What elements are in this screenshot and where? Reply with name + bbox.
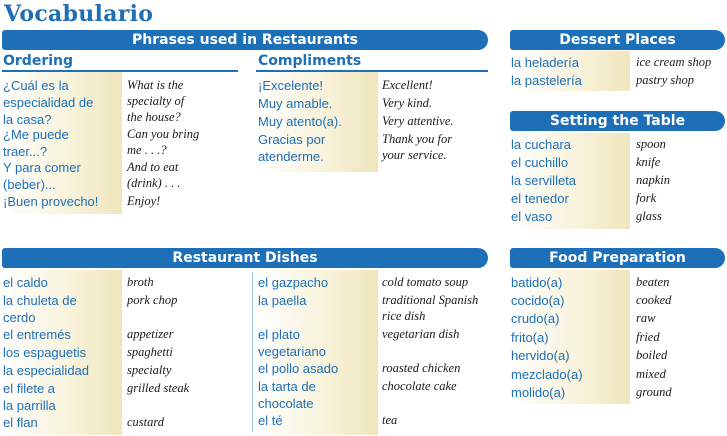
english-translation: traditional Spanish rice dish [382,293,479,323]
spanish-word: la pastelería [511,73,582,88]
spanish-phrase: ¡Excelente! [258,78,324,93]
english-translation: Thank you for your service. [382,132,453,162]
spanish-word: el filete a la parrilla [3,381,56,413]
english-translation: ice cream shop [636,55,712,69]
spanish-word: el tenedor [511,191,569,206]
spanish-word: el pollo asado [258,361,339,376]
english-translation: beaten [636,275,670,289]
english-translation: fried [636,330,660,344]
english-translation: spoon [636,137,666,151]
english-translation: boiled [636,348,668,362]
page-title: Vocabulario [4,1,154,27]
english-translation: appetizer [127,327,174,341]
spanish-phrase: ¿Cuál es la especialidad de la casa? [3,78,94,127]
english-translation: raw [636,311,656,325]
prep-header: Food Preparation [510,248,725,268]
english-translation: tea [382,413,398,427]
spanish-word: el caldo [3,275,48,290]
english-translation: custard [127,415,165,429]
table-header: Setting the Table [510,111,725,131]
english-translation: pork chop [127,293,178,307]
spanish-word: batido(a) [511,275,563,290]
english-translation: knife [636,155,661,169]
english-translation: chocolate cake [382,379,457,393]
spanish-word: cocido(a) [511,293,565,308]
ordering-heading: Ordering [3,53,74,69]
spanish-word: la especialidad [3,363,90,378]
spanish-word: el entremés [3,327,71,342]
compliments-heading: Compliments [258,53,362,69]
spanish-word: el cuchillo [511,155,569,170]
spanish-phrase: ¡Buen provecho! [3,194,99,209]
spanish-word: frito(a) [511,330,549,345]
english-translation: grilled steak [127,381,190,395]
dishes-header: Restaurant Dishes [2,248,488,268]
spanish-word: la servilleta [511,173,577,188]
english-translation: And to eat (drink) . . . [127,160,181,190]
english-translation: Excellent! [382,78,433,92]
spanish-word: la chuleta de cerdo [3,293,77,325]
dessert-header: Dessert Places [510,30,725,50]
english-translation: ground [636,385,672,399]
spanish-word: el plato vegetariano [258,327,326,359]
spanish-word: los espaguetis [3,345,87,360]
english-translation: Enjoy! [127,194,161,208]
spanish-phrase: Y para comer (beber)... [3,160,81,192]
phrases-header: Phrases used in Restaurants [2,30,488,50]
spanish-word: el flan [3,415,38,430]
spanish-word: la cuchara [511,137,571,152]
english-translation: Very kind. [382,96,432,110]
spanish-word: la paella [258,293,307,308]
english-translation: broth [127,275,154,289]
english-translation: glass [636,209,662,223]
spanish-word: hervido(a) [511,348,570,363]
spanish-word: la heladería [511,55,579,70]
spanish-phrase: Muy atento(a). [258,114,342,129]
english-translation: cooked [636,293,672,307]
spanish-word: el vaso [511,209,553,224]
english-translation: napkin [636,173,671,187]
spanish-word: el gazpacho [258,275,329,290]
spanish-word: mezclado(a) [511,367,583,382]
english-translation: spaghetti [127,345,173,359]
english-translation: roasted chicken [382,361,461,375]
spanish-word: el té [258,413,283,428]
spanish-phrase: ¿Me puede traer...? [3,127,69,159]
english-translation: vegetarian dish [382,327,460,341]
spanish-word: crudo(a) [511,311,560,326]
english-translation: Very attentive. [382,114,454,128]
english-translation: cold tomato soup [382,275,469,289]
english-translation: pastry shop [636,73,694,87]
dishes-divider [252,272,253,432]
spanish-word: molido(a) [511,385,566,400]
english-translation: What is the specialty of the house? [127,78,185,124]
english-translation: mixed [636,367,666,381]
english-translation: fork [636,191,657,205]
spanish-word: la tarta de chocolate [258,379,316,411]
spanish-phrase: Gracias por atenderme. [258,132,326,164]
spanish-phrase: Muy amable. [258,96,333,111]
english-translation: specialty [127,363,172,377]
english-translation: Can you bring me . . .? [127,127,200,157]
